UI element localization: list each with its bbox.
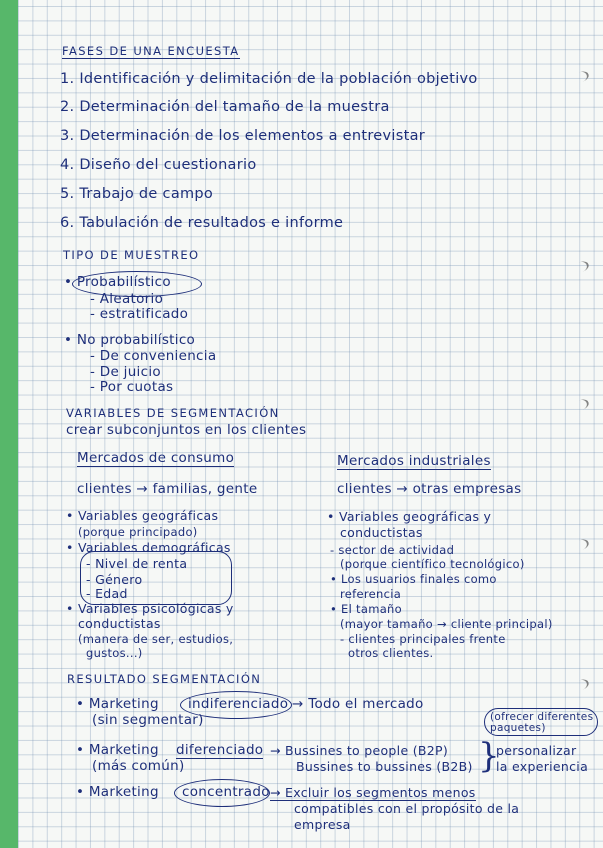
sampling-subtype: - estratificado — [90, 306, 189, 322]
circle-highlight — [80, 551, 232, 605]
marketing-label: • Marketing — [76, 696, 159, 712]
marketing-note: (sin segmentar) — [92, 712, 204, 728]
sampling-subtype: - De conveniencia — [90, 348, 217, 364]
sampling-subtype: - Aleatorio — [90, 291, 164, 307]
marketing-type: indiferenciado — [188, 696, 289, 712]
consumo-line: - Edad — [86, 586, 128, 601]
sampling-heading: TIPO DE MUESTREO — [63, 248, 200, 262]
resultado-heading: RESULTADO SEGMENTACIÓN — [67, 672, 262, 686]
side-note: (ofrecer diferentes paquetes) — [490, 711, 594, 734]
page-title: FASES DE UNA ENCUESTA — [62, 44, 240, 58]
consumo-line: (porque principado) — [78, 525, 198, 539]
marketing-result: empresa — [294, 817, 351, 832]
segmentation-subtitle: crear subconjuntos en los clientes — [66, 422, 307, 438]
industriales-line: - sector de actividad — [330, 543, 455, 557]
phase-item: 6. Tabulación de resultados e informe — [60, 215, 344, 231]
phase-item: 2. Determinación del tamaño de la muestra — [60, 99, 390, 115]
industriales-title: Mercados industriales — [337, 453, 491, 469]
industriales-line: • El tamaño — [330, 602, 402, 616]
marketing-type: diferenciado — [176, 742, 264, 758]
industriales-clients: clientes → otras empresas — [337, 481, 522, 497]
phase-item: 1. Identificación y delimitación de la población objetivo — [60, 71, 478, 87]
consumo-line: gustos...) — [86, 646, 143, 660]
brace-mark: } — [478, 736, 500, 776]
marketing-result: → Todo el mercado — [292, 696, 424, 712]
marketing-type: concentrado — [182, 784, 270, 800]
consumo-line: - Género — [86, 572, 143, 587]
industriales-line: • Variables geográficas y — [327, 509, 492, 524]
sampling-subtype: - Por cuotas — [90, 379, 174, 395]
marketing-label: • Marketing — [76, 742, 159, 758]
consumo-line: • Variables demográficas — [66, 540, 231, 555]
side-note: la experiencia — [496, 759, 589, 774]
sampling-type-label: • Probabilístico — [64, 274, 171, 290]
marketing-result: → Bussines to people (B2P) — [270, 743, 449, 758]
consumo-clients: clientes → familias, gente — [77, 481, 258, 497]
marketing-result: Bussines to bussines (B2B) — [296, 759, 473, 774]
industriales-line: (porque científico tecnológico) — [340, 557, 525, 571]
consumo-line: - Nivel de renta — [86, 556, 188, 571]
marketing-result: compatibles con el propósito de la — [294, 801, 520, 816]
consumo-line: (manera de ser, estudios, — [78, 632, 234, 646]
industriales-line: (mayor tamaño → cliente principal) — [340, 617, 553, 631]
industriales-line: - clientes principales frente — [340, 632, 506, 646]
circle-highlight — [174, 779, 270, 807]
consumo-line: • Variables psicológicas y — [66, 601, 234, 616]
phase-item: 4. Diseño del cuestionario — [60, 157, 257, 173]
industriales-line: otros clientes. — [348, 646, 434, 660]
circle-highlight — [484, 708, 598, 736]
consumo-line: • Variables geográficas — [66, 508, 219, 523]
industriales-line: referencia — [340, 587, 402, 601]
side-note: personalizar — [496, 743, 577, 758]
marketing-result: → Excluir los segmentos menos — [270, 785, 476, 800]
consumo-line: conductistas — [78, 616, 161, 631]
segmentation-heading: VARIABLES DE SEGMENTACIÓN — [66, 406, 280, 420]
phase-item: 5. Trabajo de campo — [60, 186, 214, 202]
consumo-title: Mercados de consumo — [77, 450, 235, 466]
industriales-line: • Los usuarios finales como — [330, 572, 497, 586]
marketing-note: (más común) — [92, 758, 185, 774]
phase-item: 3. Determinación de los elementos a entrevistar — [60, 128, 426, 144]
industriales-line: conductistas — [340, 525, 423, 540]
sampling-type-label: • No probabilístico — [64, 332, 196, 348]
binding-strip — [0, 0, 18, 848]
sampling-subtype: - De juicio — [90, 364, 161, 380]
marketing-label: • Marketing — [76, 784, 159, 800]
